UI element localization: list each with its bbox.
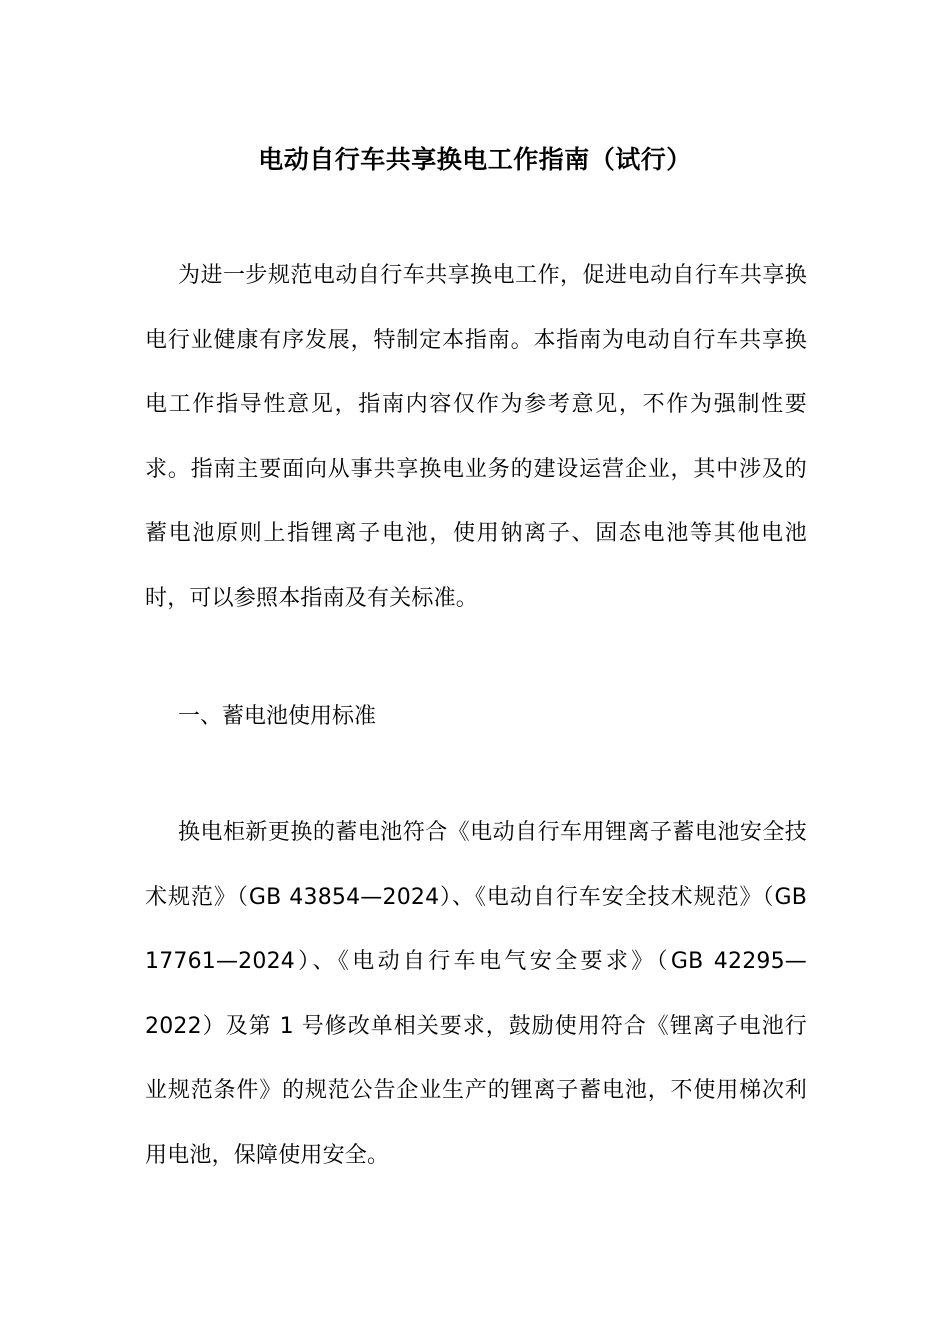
section-paragraph-battery-standards: 换电柜新更换的蓄电池符合《电动自行车用锂离子蓄电池安全技术规范》（GB 43854—2024）、《电动自行车安全技术规范》（GB 17761—2024）、《电动自行车电气安全要求》（GB 42295—2022）及第 1 号修改单相关要求，鼓励使用符合《锂离子电池行业规范条件》的规范公告企业生产的锂离子蓄电池，不使用梯次利用电池，保障使用安全。 [145,820,807,1168]
document-title: 电动自行车共享换电工作指南（试行） [258,145,692,174]
intro-paragraph: 为进一步规范电动自行车共享换电工作，促进电动自行车共享换电行业健康有序发展，特制定本指南。本指南为电动自行车共享换电工作指导性意见，指南内容仅作为参考意见，不作为强制性要求。指南主要面向从事共享换电业务的建设运营企业，其中涉及的蓄电池原则上指锂离子电池，使用钠离子、固态电池等其他电池时，可以参照本指南及有关标准。 [145,263,807,611]
section-heading-battery-standards: 一、蓄电池使用标准 [178,704,377,729]
